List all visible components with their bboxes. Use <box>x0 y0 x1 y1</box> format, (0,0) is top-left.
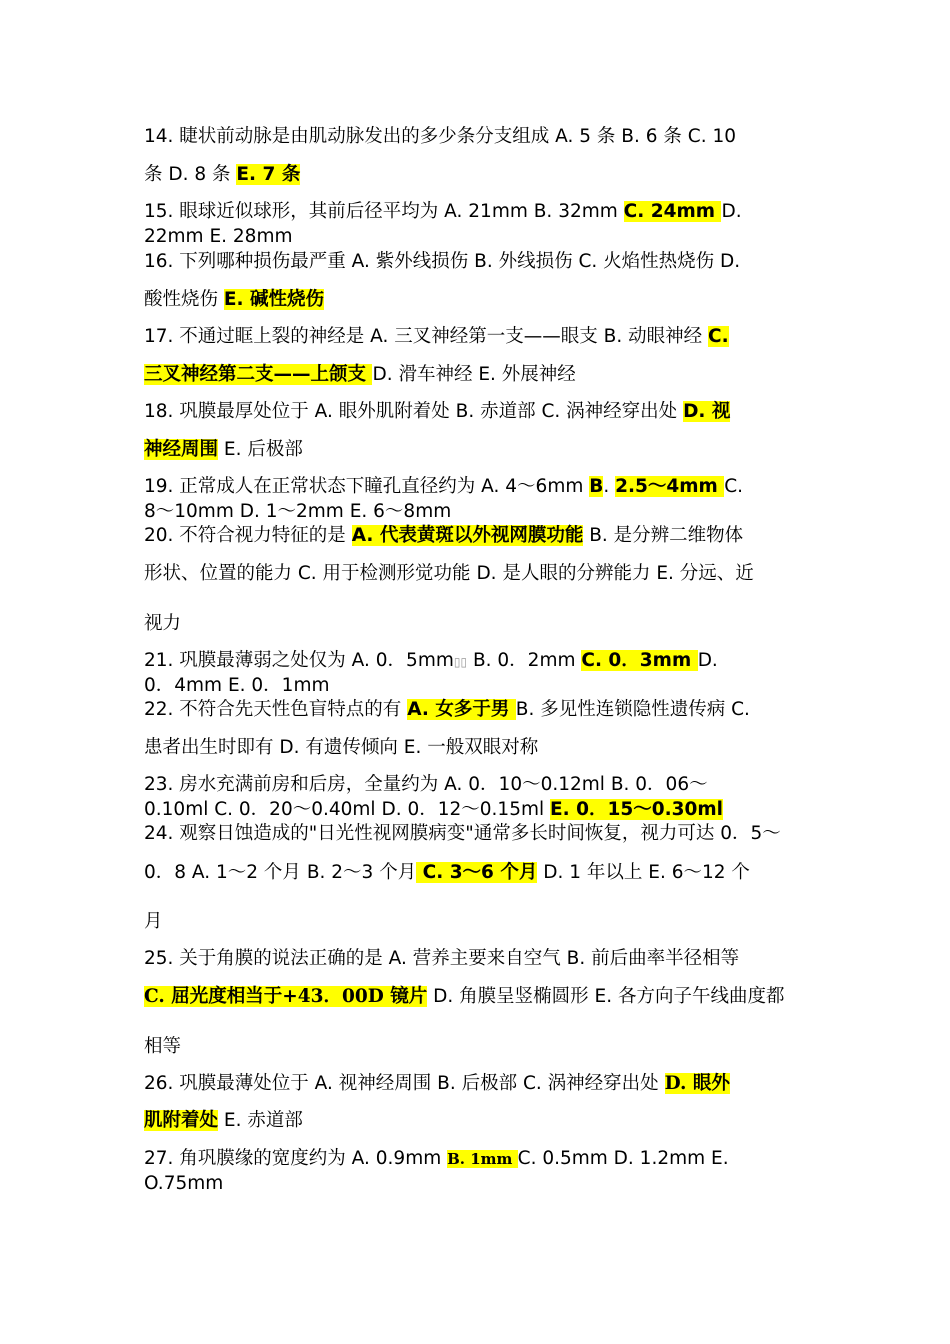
question-16-text: 酸性烧伤 <box>144 289 224 310</box>
question-14-answer: E. 7 条 <box>236 164 301 185</box>
question-22-line-2: 患者出生时即有 D. 有遗传倾向 E. 一般双眼对称 <box>144 737 539 758</box>
question-21-text-mid: B. 0．2mm <box>467 650 582 671</box>
question-14-line-1: 14. 睫状前动脉是由肌动脉发出的多少条分支组成 A. 5 条 B. 6 条 C. 10 <box>144 126 737 147</box>
question-15-line-1 <box>144 199 742 224</box>
question-15-line-2: 22mm E. 28mm <box>144 226 293 247</box>
question-15-answer: C. 24mm <box>623 201 722 222</box>
question-16-line-2 <box>144 287 324 312</box>
question-26-line-2 <box>144 1108 303 1133</box>
question-17-line-2 <box>144 362 576 387</box>
question-17-answer-start: C. <box>708 326 729 347</box>
question-21-text-after: D. <box>697 650 718 671</box>
question-27-text: 27. 角巩膜缘的宽度约为 A. 0.9mm <box>144 1148 448 1169</box>
question-22-answer: A. 女多于男 <box>407 699 516 720</box>
question-17-text: 17. 不通过眶上裂的神经是 A. 三叉神经第一支——眼支 B. 动眼神经 <box>144 326 708 347</box>
question-14-text: 条 D. 8 条 <box>144 164 237 185</box>
question-18-line-2 <box>144 437 303 462</box>
question-24-text: 0．8 A. 1～2 个月 B. 2～3 个月 <box>144 862 417 883</box>
question-16-line-1: 16. 下列哪种损伤最严重 A. 紫外线损伤 B. 外线损伤 C. 火焰性热烧伤 D. <box>144 251 741 272</box>
question-16-answer: E. 碱性烧伤 <box>223 289 324 310</box>
question-18-answer-start: D. 视 <box>683 401 731 422</box>
question-17-text-after: D. 滑车神经 E. 外展神经 <box>372 364 576 385</box>
question-18-answer-end: 神经周围 <box>144 439 219 460</box>
question-20-line-1 <box>144 523 743 548</box>
question-21-line-1 <box>144 648 718 675</box>
question-17-answer-end: 三叉神经第二支——上颌支 <box>144 364 373 385</box>
question-19-text-after: C. <box>724 476 744 497</box>
question-20-text-after: B. 是分辨二维物体 <box>583 525 744 546</box>
question-24-line-1: 24. 观察日蚀造成的"日光性视网膜病变"通常多长时间恢复，视力可达 0．5～ <box>144 823 781 844</box>
question-25-text-after: D. 角膜呈竖椭圆形 E. 各方向子午线曲度都 <box>427 986 785 1007</box>
question-27-answer: B. 1mm <box>447 1150 518 1168</box>
question-24-line-3: 月 <box>144 911 163 932</box>
question-19-answer-letter: B <box>589 476 604 497</box>
question-21-line-2: 0．4mm E. 0．1mm <box>144 675 330 696</box>
question-14-line-2 <box>144 162 300 187</box>
question-19-text: 19. 正常成人在正常状态下瞳孔直径约为 A. 4～6mm <box>144 476 590 497</box>
question-21-text: 21. 巩膜最薄弱之处仅为 A. 0．5mm <box>144 650 454 671</box>
question-27-line-1 <box>144 1146 729 1172</box>
question-18-text-after: E. 后极部 <box>218 439 303 460</box>
question-21-answer: C. 0．3mm <box>581 650 698 671</box>
question-15-text-after: D. <box>721 201 742 222</box>
question-26-answer-end: 肌附着处 <box>144 1110 219 1131</box>
question-20-line-2: 形状、位置的能力 C. 用于检测形觉功能 D. 是人眼的分辨能力 E. 分远、近 <box>144 563 754 584</box>
question-24-answer: C. 3～6 个月 <box>416 862 538 883</box>
question-26-line-1 <box>144 1071 730 1096</box>
question-19-dot: . <box>603 476 616 497</box>
question-22-text-after: B. 多见性连锁隐性遗传病 C. <box>515 699 750 720</box>
question-25-line-3: 相等 <box>144 1036 182 1057</box>
question-24-text-after: D. 1 年以上 E. 6～12 个 <box>537 862 750 883</box>
question-22-line-1 <box>144 697 750 722</box>
question-24-line-2 <box>144 860 750 885</box>
question-23-line-2 <box>144 797 723 822</box>
question-20-answer: A. 代表黄斑以外视网膜功能 <box>351 525 584 546</box>
question-18-text: 18. 巩膜最厚处位于 A. 眼外肌附着处 B. 赤道部 C. 涡神经穿出处 <box>144 401 684 422</box>
question-22-text: 22. 不符合先天性色盲特点的有 <box>144 699 408 720</box>
question-20-text: 20. 不符合视力特征的是 <box>144 525 352 546</box>
question-25-answer: C. 屈光度相当于+43．00D 镜片 <box>144 986 428 1007</box>
question-27-line-2: O.75mm <box>144 1173 224 1194</box>
question-23-line-1: 23. 房水充满前房和后房，全量约为 A. 0．10～0.12ml B. 0．06～ <box>144 774 708 795</box>
missing-glyph-icon: ▯▯ <box>453 655 468 669</box>
question-25-line-2 <box>144 984 785 1009</box>
question-19-line-2: 8～10mm D. 1～2mm E. 6～8mm <box>144 501 452 522</box>
question-17-line-1 <box>144 324 729 349</box>
question-26-text: 26. 巩膜最薄处位于 A. 视神经周围 B. 后极部 C. 涡神经穿出处 <box>144 1073 665 1094</box>
question-27-text-after: C. 0.5mm D. 1.2mm E. <box>517 1148 729 1169</box>
question-19-answer-value: 2.5～4mm <box>615 476 725 497</box>
question-26-text-after: E. 赤道部 <box>218 1110 303 1131</box>
question-20-line-3: 视力 <box>144 613 182 634</box>
question-19-line-1 <box>144 474 743 499</box>
question-23-text: 0.10ml C. 0．20～0.40ml D. 0．12～0.15ml <box>144 799 551 820</box>
question-23-answer: E. 0．15～0.30ml <box>550 799 724 820</box>
question-15-text: 15. 眼球近似球形，其前后径平均为 A. 21mm B. 32mm <box>144 201 624 222</box>
question-25-line-1: 25. 关于角膜的说法正确的是 A. 营养主要来自空气 B. 前后曲率半径相等 <box>144 948 740 969</box>
question-18-line-1 <box>144 399 730 424</box>
question-26-answer-start: D. 眼外 <box>664 1073 730 1094</box>
